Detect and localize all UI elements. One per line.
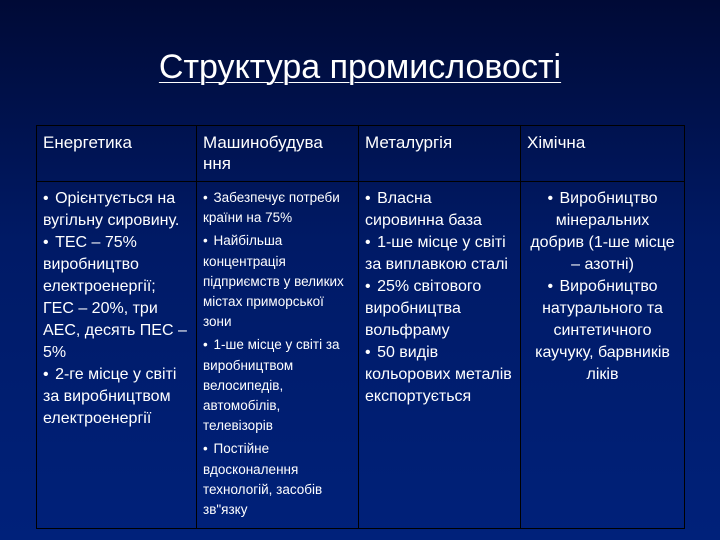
list-item: • 2-ге місце у світі за виробництвом електроенергії (43, 366, 177, 427)
header-metal (359, 126, 521, 182)
header-chem-label: Хімічна (527, 133, 586, 152)
industry-table (36, 125, 685, 529)
list-item: • Виробництво натурального та синтетичного каучуку, барвників ліків (535, 278, 670, 383)
header-machine-label: Машинобудува ння (203, 133, 323, 173)
list-item: • Забезпечує потреби країни на 75% (203, 190, 340, 226)
list-item: • Постійне вдосконалення технологій, засобів зв"язку (203, 441, 323, 518)
list-item: • Виробництво мінеральних добрив (1-ше місце – азотні) (530, 190, 675, 273)
header-energy (37, 126, 197, 182)
list-item: • Найбільша концентрація підприємств у великих містах приморської зони (203, 233, 344, 330)
list-item: • 1-ше місце у світі за виплавкою сталі (365, 234, 508, 273)
cell-chem (521, 182, 685, 529)
list-item: • ТЕС – 75% виробництво електроенергії; ГЕС – 20%, три АЕС, десять ПЕС – 5% (43, 234, 187, 361)
header-metal-label: Металургія (365, 133, 453, 152)
cell-metal (359, 182, 521, 529)
slide-title: Структура промисловості (158, 48, 562, 86)
cell-energy (37, 182, 197, 529)
list-item: • Власна сировинна база (365, 190, 482, 229)
header-row (37, 126, 685, 182)
header-chem (521, 126, 685, 182)
list-item: • 50 видів кольорових металів експортується (365, 344, 512, 405)
cell-machine (197, 182, 359, 529)
header-machine (197, 126, 359, 182)
content-row (37, 182, 685, 529)
list-item: • Орієнтується на вугільну сировину. (43, 190, 180, 229)
list-item: • 25% світового виробництва вольфраму (365, 278, 482, 339)
header-energy-label: Енергетика (43, 133, 132, 152)
list-item: • 1-ше місце у світі за виробництвом велосипедів, автомобілів, телевізорів (203, 337, 340, 434)
